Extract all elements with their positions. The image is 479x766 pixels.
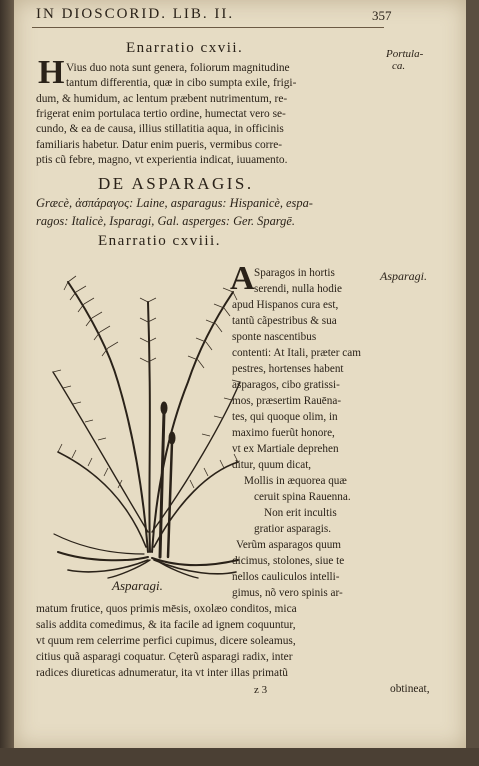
text-line: vt ex Martiale deprehen [232, 443, 339, 455]
verse-line: Mollis in æquorea quæ [244, 475, 347, 487]
book-gutter [0, 0, 14, 766]
image-caption: Asparagi. [112, 578, 163, 593]
header-rule [32, 27, 384, 28]
page-number: 357 [372, 8, 392, 23]
text-line: mos, præsertim Rauēna- [232, 395, 342, 407]
margin-note-line: Portula- [386, 48, 424, 60]
text-line: ditur, quum dicat, [232, 459, 312, 471]
text-line: asparagos, cibo gratissi- [232, 379, 340, 391]
catchword: obtineat, [390, 683, 430, 695]
text-line: vt quum rem celerrime perfici cupimus, dicere soleamus, [36, 635, 296, 647]
names-line: ragos: Italicè, Isparagi, Gal. asperges: Ger. Spargē. [36, 214, 295, 228]
text-line: serendi, nulla hodie [254, 283, 342, 295]
section-heading-cxviii: Enarratio cxviii. [98, 233, 221, 249]
text-line: nellos cauliculos intelli- [232, 571, 340, 583]
section-heading-cxvii: Enarratio cxvii. [126, 40, 244, 56]
text-line: Verũm asparagos quum [236, 539, 342, 551]
text-line: dicimus, stolones, siue te [232, 555, 345, 567]
text-line: tantũ cãpestribus & sua [232, 315, 337, 327]
text-line: maximo fuerũt honore, [232, 427, 335, 439]
running-title: IN DIOSCORID. LIB. II. [36, 6, 235, 22]
names-line: Græcè, ἀσπάραγος: Laine, asparagus: Hispanicè, espa- [36, 196, 313, 210]
book-edge [0, 748, 479, 766]
signature-mark: z 3 [254, 684, 268, 696]
text-line: matum frutice, quos primis mēsis, oxolæo conditos, mica [36, 603, 297, 615]
text-line: familiaris habetur. Datur enim pueris, vermibus corre- [36, 139, 283, 151]
verse-line: gratior asparagis. [254, 523, 332, 535]
text-line: gimus, nõ vero spinis ar- [232, 587, 343, 599]
section-title-asparagis: DE ASPARAGIS. [98, 174, 254, 193]
verse-line: ceruit spina Rauenna. [254, 491, 351, 503]
text-line: dum, & humidum, ac lentum præbent nutrimentum, re- [36, 93, 288, 105]
drop-cap-h: H [38, 54, 65, 91]
text-line: radices diureticas adnumeratur, ita vt inter illas primatũ [36, 667, 288, 679]
book-page [14, 0, 466, 748]
text-line: pestres, hortenses habent [232, 363, 344, 375]
asparagus-woodcut-illustration [48, 262, 242, 580]
margin-note-asparagi: Asparagi. [380, 269, 428, 283]
text-line: tes, qui quoque olim, in [232, 411, 338, 423]
margin-note-portulaca [386, 48, 423, 72]
text-line: tantum differentia, quæ in cibo sumpta exile, frigi- [66, 77, 297, 89]
text-line: frigerat enim portulaca tertio ordine, humectat vero se- [36, 108, 286, 120]
text-line: contenti: At Itali, præter cam [232, 347, 361, 359]
text-line: salis addita comedimus, & ita facile ad ignem coquuntur, [36, 619, 296, 631]
verse-line: Non erit incultis [264, 507, 337, 519]
margin-note-line: ca. [392, 60, 406, 72]
drop-cap-a: A [230, 260, 255, 297]
text-line: ptis cũ febre, magno, vt experientia indicat, iuuamento. [36, 154, 288, 166]
text-line: cundo, & ea de causa, illius stillatitia aqua, in officinis [36, 123, 284, 135]
text-line: Vius duo nota sunt genera, foliorum magnitudine [66, 62, 290, 74]
text-line: apud Hispanos cura est, [232, 299, 339, 311]
text-line: sponte nascentibus [232, 331, 317, 343]
text-line: citius quã asparagi coquatur. Cęterũ asparagi radix, inter [36, 651, 293, 663]
text-line: Sparagos in hortis [254, 267, 335, 279]
